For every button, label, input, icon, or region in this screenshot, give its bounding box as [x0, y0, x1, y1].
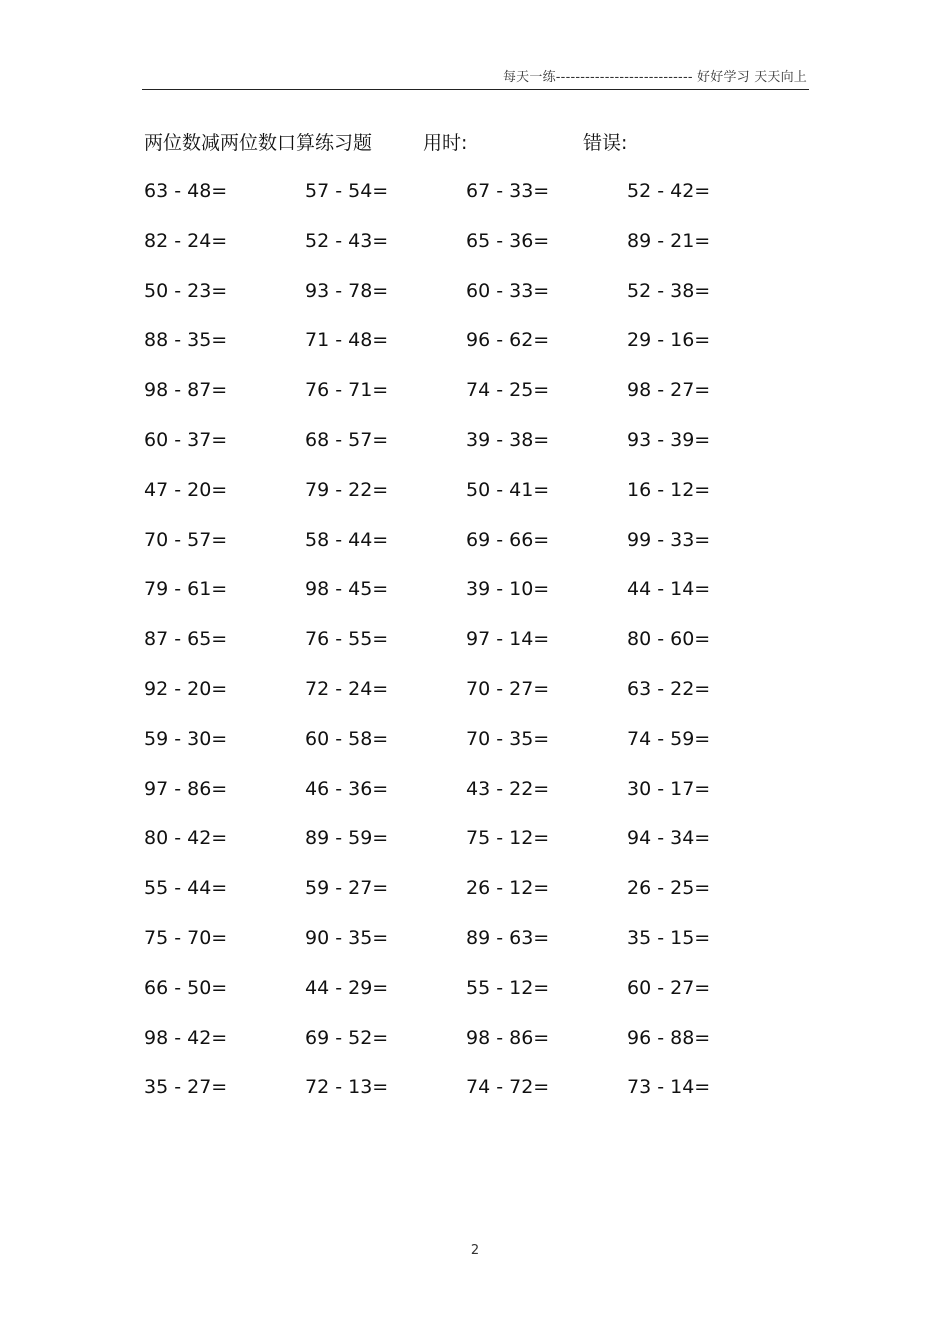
problem-item: 50 - 23= [144, 279, 228, 302]
problem-item: 16 - 12= [627, 478, 711, 501]
problem-item: 79 - 61= [144, 578, 228, 601]
problem-item: 60 - 37= [144, 428, 228, 451]
problem-item: 67 - 33= [466, 180, 550, 202]
problem-item: 59 - 27= [305, 877, 389, 900]
problem-item: 68 - 57= [305, 428, 389, 451]
problem-item: 70 - 27= [466, 677, 550, 700]
problem-item: 65 - 36= [466, 229, 550, 252]
problem-item: 70 - 35= [466, 727, 550, 750]
problem-item: 94 - 34= [627, 827, 711, 850]
problem-item: 98 - 42= [144, 1026, 228, 1049]
problem-item: 76 - 71= [305, 379, 389, 402]
problem-item: 60 - 33= [466, 279, 550, 302]
problem-item: 99 - 33= [627, 528, 711, 551]
problem-item: 80 - 42= [144, 827, 228, 850]
problem-item: 75 - 12= [466, 827, 550, 850]
problem-item: 39 - 38= [466, 428, 550, 451]
problem-item: 89 - 63= [466, 926, 550, 949]
problem-item: 59 - 30= [144, 727, 228, 750]
problem-item: 72 - 13= [305, 1076, 389, 1099]
problem-item: 63 - 48= [144, 180, 228, 202]
problem-item: 98 - 45= [305, 578, 389, 601]
problem-item: 60 - 58= [305, 727, 389, 750]
problem-item: 52 - 38= [627, 279, 711, 302]
problem-item: 70 - 57= [144, 528, 228, 551]
problem-item: 35 - 15= [627, 926, 711, 949]
problem-item: 74 - 25= [466, 379, 550, 402]
problem-item: 71 - 48= [305, 329, 389, 352]
page-number: 2 [470, 1243, 480, 1258]
problem-item: 69 - 66= [466, 528, 550, 551]
problem-item: 96 - 88= [627, 1026, 711, 1049]
problem-item: 73 - 14= [627, 1076, 711, 1099]
problem-item: 55 - 12= [466, 976, 550, 999]
problem-item: 50 - 41= [466, 478, 550, 501]
problem-item: 98 - 86= [466, 1026, 550, 1049]
error-label: 错误: [583, 132, 628, 154]
problem-item: 76 - 55= [305, 628, 389, 651]
problem-item: 30 - 17= [627, 777, 711, 800]
problem-item: 52 - 43= [305, 229, 389, 252]
problem-item: 72 - 24= [305, 677, 389, 700]
problem-item: 74 - 59= [627, 727, 711, 750]
problem-item: 88 - 35= [144, 329, 228, 352]
problem-item: 35 - 27= [144, 1076, 228, 1099]
problem-item: 69 - 52= [305, 1026, 389, 1049]
problem-item: 52 - 42= [627, 180, 711, 202]
problem-item: 89 - 59= [305, 827, 389, 850]
problem-item: 44 - 14= [627, 578, 711, 601]
header-text: 每天一练---------------------------- 好好学习 天天向上 [502, 70, 807, 85]
problem-item: 97 - 86= [144, 777, 228, 800]
problem-item: 75 - 70= [144, 926, 228, 949]
problem-item: 39 - 10= [466, 578, 550, 601]
problem-item: 90 - 35= [305, 926, 389, 949]
page-header [142, 64, 809, 90]
problem-item: 93 - 78= [305, 279, 389, 302]
problem-item: 89 - 21= [627, 229, 711, 252]
time-label: 用时: [423, 132, 468, 154]
problem-item: 26 - 12= [466, 877, 550, 900]
problem-grid [144, 176, 804, 1122]
problem-item: 43 - 22= [466, 777, 550, 800]
problem-item: 92 - 20= [144, 677, 228, 700]
worksheet-title-row [144, 128, 804, 158]
problem-item: 29 - 16= [627, 329, 711, 352]
problem-item: 58 - 44= [305, 528, 389, 551]
problem-item: 44 - 29= [305, 976, 389, 999]
problem-item: 63 - 22= [627, 677, 711, 700]
problem-item: 46 - 36= [305, 777, 389, 800]
problem-item: 66 - 50= [144, 976, 228, 999]
problem-item: 79 - 22= [305, 478, 389, 501]
problem-item: 47 - 20= [144, 478, 228, 501]
problem-item: 98 - 87= [144, 379, 228, 402]
worksheet-title: 两位数减两位数口算练习题 [144, 132, 373, 154]
problem-item: 97 - 14= [466, 628, 550, 651]
problem-item: 55 - 44= [144, 877, 228, 900]
problem-item: 96 - 62= [466, 329, 550, 352]
problem-item: 82 - 24= [144, 229, 228, 252]
problem-item: 87 - 65= [144, 628, 228, 651]
problem-item: 93 - 39= [627, 428, 711, 451]
problem-item: 80 - 60= [627, 628, 711, 651]
problem-item: 57 - 54= [305, 180, 389, 202]
problem-item: 98 - 27= [627, 379, 711, 402]
problem-item: 26 - 25= [627, 877, 711, 900]
problem-item: 60 - 27= [627, 976, 711, 999]
problem-item: 74 - 72= [466, 1076, 550, 1099]
